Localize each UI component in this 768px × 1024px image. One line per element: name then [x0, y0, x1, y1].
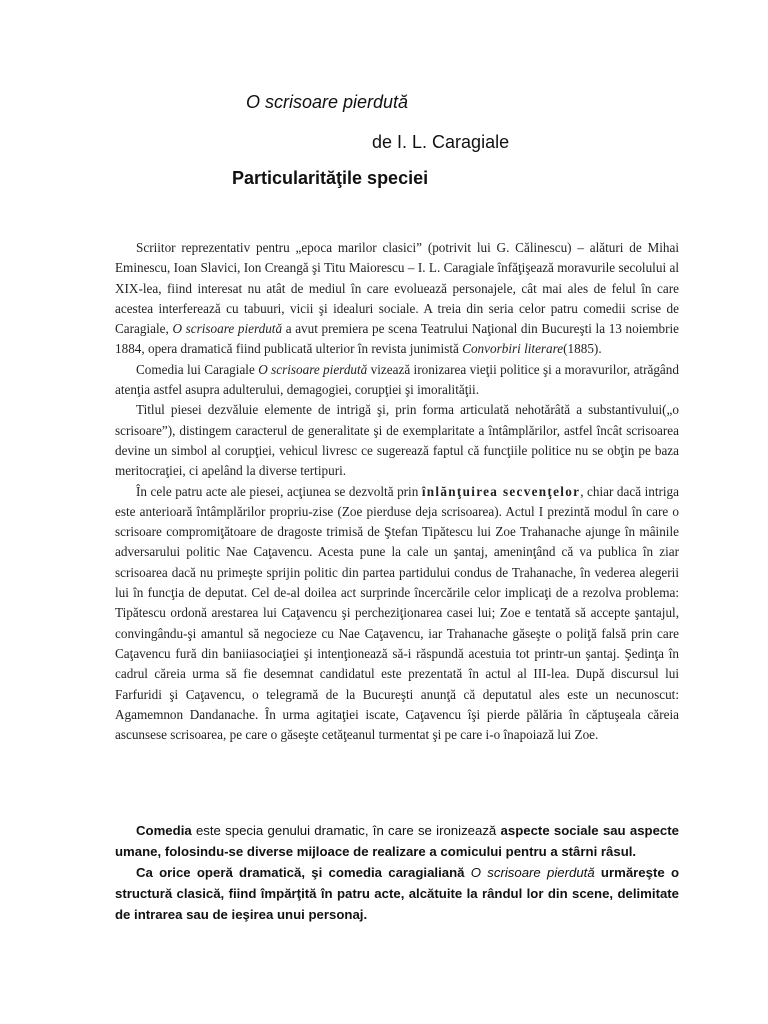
- p2-work-title: O scrisoare pierdută: [258, 361, 368, 377]
- body-text-sans: [115, 820, 679, 925]
- p5-emphasis: aspecte sociale sau aspecte umane, folosindu-se diverse mijloace de realizare a comicului pentru a stârni râsul.: [115, 823, 679, 859]
- p4-text-a: În cele patru acte ale piesei, acţiunea se dezvoltă prin: [136, 483, 422, 499]
- p1-text-c: a avut premiera pe scena Teatrului Naţional din Bucureşti la 13 noiembrie 1884, opera dramatică fiind publicată ulterior în revista junimistă: [115, 321, 679, 357]
- document-title: O scrisoare pierdută: [246, 92, 409, 112]
- p6-work-title: O scrisoare pierdută: [470, 865, 595, 880]
- body-text: [115, 238, 679, 745]
- p6-text-c: urmăreşte o structură clasică, fiind împărţită în: [115, 865, 679, 901]
- section-title: Particularităţile speciei: [232, 168, 429, 188]
- p6-text-e: , alcătuite la rândul lor din: [400, 886, 573, 901]
- p3-text-a: Titlul piesei dezvăluie elemente de intrigă şi, prin forma articulată nehotărâtă a substantivului(„o scrisoare”), distingem caracterul de generalitate şi de exemplaritate a întâmplărilor, astfel încât scrisoarea devine un simbol al corupţiei, vehicul livresc ce sugerează faptul că funcţiile politice nu se obţin pe baza meritocraţiei, ci apelând la diverse tertipuri.: [115, 402, 679, 479]
- p4-emphasis: înlănţuirea secvenţelor: [421, 483, 581, 499]
- p1-journal-title: Convorbiri literare: [462, 341, 564, 357]
- p1-text-a: Scriitor reprezentativ pentru „epoca marilor clasici” (potrivit lui G. Călinescu) – alături de Mihai Eminescu, Ioan Slavici, Ion Creangă şi Titu Maiorescu – I. L. Caragiale înfăţişează moravurile secolului al XIX-lea, fiind interesat nu atât de mediul în care evoluează personajele, cât mai ales de felul în care acestea interferează cu tabuuri, vicii şi idealuri sociale. A treia din seria celor patru comedii scrise de Caragiale,: [115, 240, 679, 337]
- paragraph-1: [115, 238, 679, 360]
- p4-text-c: , chiar dacă intriga este anterioară întâmplărilor propriu-zise (Zoe pierduse deja scrisoarea). Actul I prezintă modul în care o scrisoare compromiţătoare de dragoste trimisă de Ştefan Tipătescu lui Zoe Trahanache ajunge în mâinile adversarului politic Nae Caţavencu. Acesta pune la cale un şantaj, ameninţând că va publica în ziar scrisoarea dacă nu primeşte sprijin politic din partea partidului condus de Trahanache, în vederea alegerii lui în funcţia de deputat. Cel de-al doilea act surprinde încercările celor implicaţi de a rezolva problema: Tipătescu ordonă arestarea lui Caţavencu şi percheziţionarea casei lui; Zoe e tentată să accepte şantajul, convingându-şi amantul să negocieze cu Nae Caţavencu, iar Trahanache găseşte o poliţă falsă prin care Caţavencu fură din baniiasociaţiei şi intenţionează să-i răspundă acestuia tot printr-un şantaj. Şedinţa în cadrul căreia urma să fie desemnat candidatul este prezentată în actul al III-lea. După discursul lui Farfuridi şi Caţavencu, o telegramă de la Bucureşti anunţă că deputatul ales este un necunoscut: Agamemnon Dandanache. În urma agitaţiei iscate, Caţavencu îşi pierde pălăria în căptuşeala căreia ascunsese scrisoarea, pe care o găseşte cetăţeanul turmentat şi pe care i-o înapoiază lui Zoe.: [115, 483, 679, 743]
- p6-scenes: scene: [572, 886, 610, 901]
- p2-text-a: Comedia lui Caragiale: [136, 361, 259, 377]
- p5-term: Comedia: [136, 823, 192, 838]
- p1-text-e: (1885).: [563, 341, 602, 357]
- p1-work-title: O scrisoare pierdută: [172, 321, 283, 337]
- paragraph-5: [115, 820, 679, 862]
- author-line: de I. L. Caragiale: [372, 132, 510, 152]
- paragraph-6: [115, 862, 679, 925]
- p2-text-c: vizează ironizarea vieţii politice şi a moravurilor, atrăgând atenţia astfel asupra adulterului, demagogiei, corupţiei şi imoralităţii.: [115, 361, 679, 398]
- p6-text-g: , delimitate de intrarea sau de ieşirea unui personaj.: [115, 886, 680, 922]
- paragraph-3: [115, 400, 679, 481]
- p5-text-b: este specia genului dramatic, în care se ironizează: [191, 823, 501, 838]
- paragraph-2: [115, 360, 679, 401]
- paragraph-4: [115, 482, 679, 746]
- p6-acts: patru acte: [336, 886, 401, 901]
- p6-text-a: Ca orice operă dramatică, şi comedia caragialiană: [136, 865, 471, 880]
